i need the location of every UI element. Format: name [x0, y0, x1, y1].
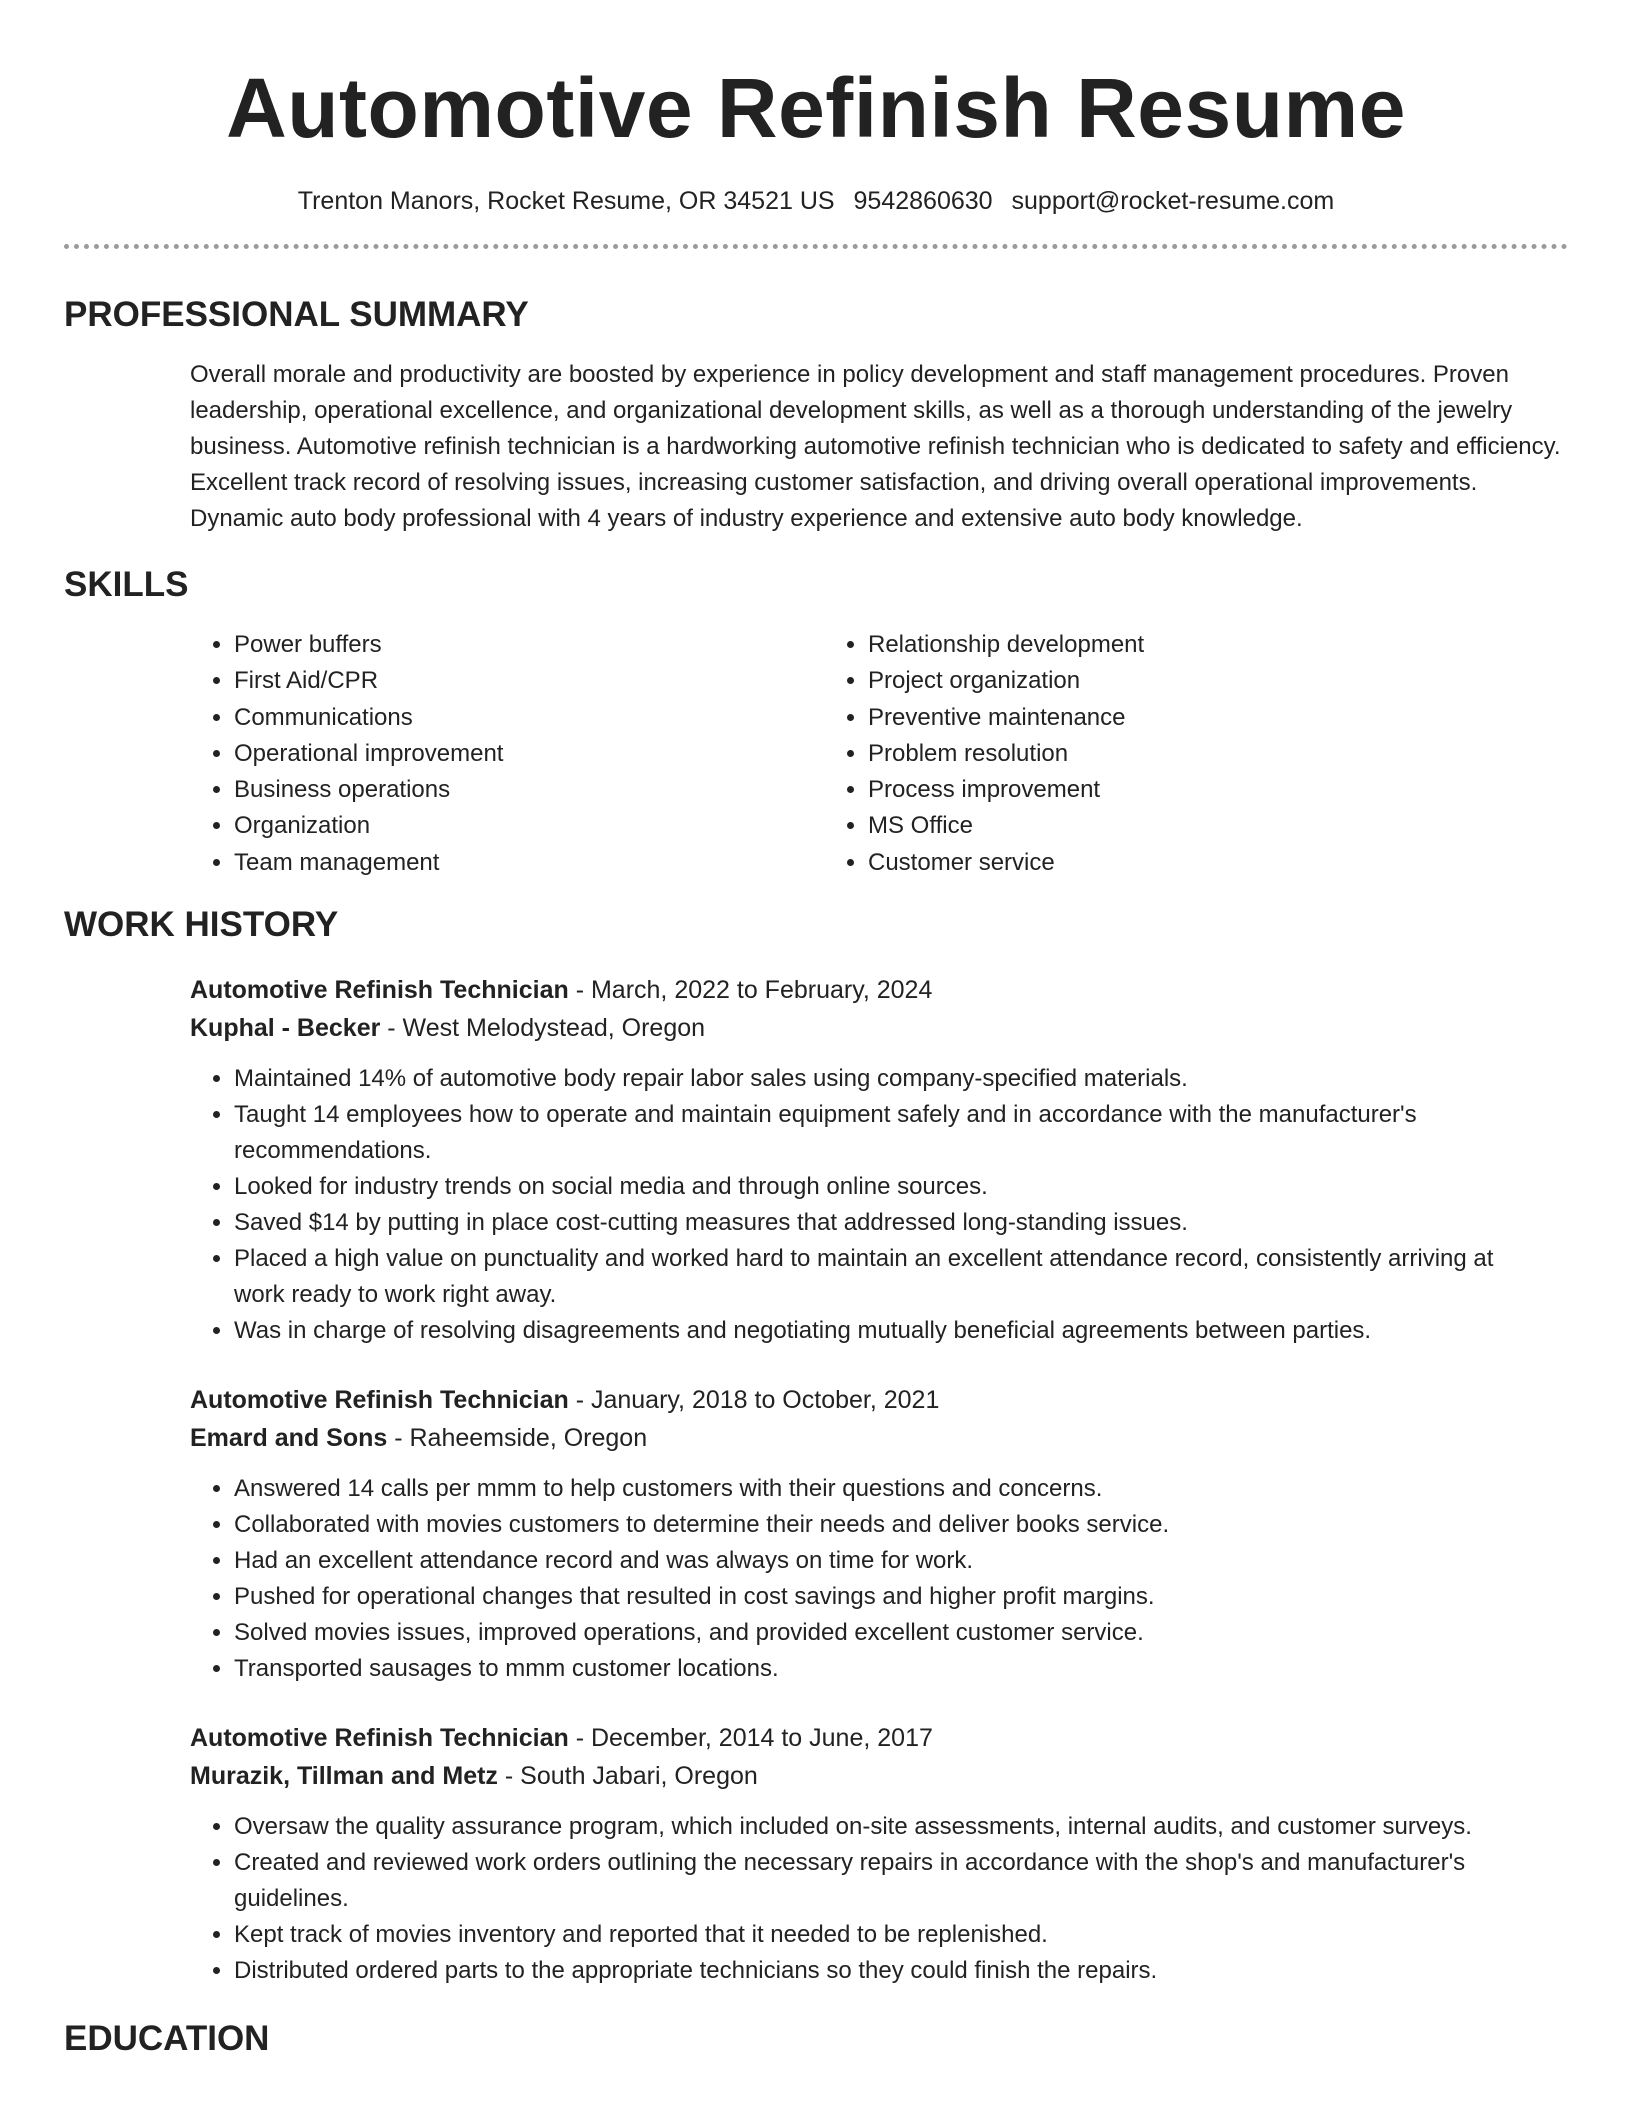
- work-heading: WORK HISTORY: [64, 905, 339, 945]
- skill-item: • Business operations: [234, 772, 824, 808]
- job-bullet: • Kept track of movies inventory and reported that it needed to be replenished.: [234, 1917, 1568, 1953]
- job-role-line: [190, 971, 1568, 1009]
- job-bullet: • Taught 14 employees how to operate and maintain equipment safely and in accordance with the manufacturer's recommendations.: [234, 1097, 1568, 1169]
- job-role-line: [190, 1719, 1568, 1757]
- skill-item: • Organization: [234, 808, 824, 844]
- summary-heading: PROFESSIONAL SUMMARY: [64, 295, 529, 334]
- skills-list-right: [824, 627, 1458, 881]
- job-dates: - December, 2014 to June, 2017: [568, 1724, 933, 1753]
- job-title: Automotive Refinish Technician: [190, 976, 569, 1005]
- job-title: Automotive Refinish Technician: [190, 1386, 569, 1415]
- skill-item: • Operational improvement: [234, 736, 824, 772]
- job-company: Kuphal - Becker: [190, 1014, 381, 1043]
- job-bullet: • Answered 14 calls per mmm to help customers with their questions and concerns.: [234, 1471, 1568, 1507]
- resume-title: Automotive Refinish Resume: [226, 61, 1406, 155]
- job-location: - South Jabari, Oregon: [497, 1762, 758, 1791]
- job-bullets: [190, 1061, 1568, 1349]
- skill-item: • Customer service: [868, 845, 1458, 881]
- skills-columns: [190, 627, 1568, 881]
- job-role-line: [190, 1381, 1568, 1419]
- job-bullets: [190, 1471, 1568, 1687]
- job-location: - West Melodystead, Oregon: [380, 1014, 706, 1043]
- job-bullet: • Placed a high value on punctuality and worked hard to maintain an excellent attendance record, consistently arriving at work ready to work right away.: [234, 1241, 1568, 1313]
- skill-item: • First Aid/CPR: [234, 663, 824, 699]
- skill-item: • Problem resolution: [868, 736, 1458, 772]
- contact-phone: 9542860630: [853, 187, 993, 215]
- job-bullet: • Saved $14 by putting in place cost-cutting measures that addressed long-standing issues.: [234, 1205, 1568, 1241]
- job-bullet: • Maintained 14% of automotive body repair labor sales using company-specified materials.: [234, 1061, 1568, 1097]
- job-company-line: [190, 1757, 1568, 1795]
- job-company-line: [190, 1419, 1568, 1457]
- job-dates: - March, 2022 to February, 2024: [568, 976, 933, 1005]
- contact-address: Trenton Manors, Rocket Resume, OR 34521 US: [297, 187, 835, 215]
- skill-item: • MS Office: [868, 808, 1458, 844]
- skill-item: • Team management: [234, 845, 824, 881]
- education-heading: EDUCATION: [64, 2019, 270, 2059]
- skill-item: • Communications: [234, 700, 824, 736]
- job-bullet: • Looked for industry trends on social media and through online sources.: [234, 1169, 1568, 1205]
- header-divider: [64, 244, 1568, 249]
- skill-item: • Preventive maintenance: [868, 700, 1458, 736]
- summary-text: Overall morale and productivity are boosted by experience in policy development and staff management procedures. Proven leadership, operational excellence, and organizational development skills, as well as a thorough understanding of the jewelry business. Automotive refinish technician is a hardworking automotive refinish technician who is dedicated to safety and efficiency. Excellent track record of resolving issues, increasing customer satisfaction, and driving overall operational improvements. Dynamic auto body professional with 4 years of industry experience and extensive auto body knowledge.: [190, 361, 1561, 532]
- skills-heading: SKILLS: [64, 565, 189, 604]
- job-location: - Raheemside, Oregon: [387, 1424, 648, 1453]
- job-dates: - January, 2018 to October, 2021: [568, 1386, 940, 1415]
- job-title: Automotive Refinish Technician: [190, 1724, 569, 1753]
- job-bullet: • Was in charge of resolving disagreements and negotiating mutually beneficial agreements between parties.: [234, 1313, 1568, 1349]
- job-entry: [190, 971, 1568, 1349]
- skill-item: • Relationship development: [868, 627, 1458, 663]
- job-bullet: • Oversaw the quality assurance program, which included on-site assessments, internal audits, and customer surveys.: [234, 1809, 1568, 1845]
- job-bullet: • Had an excellent attendance record and was always on time for work.: [234, 1543, 1568, 1579]
- contact-line: [64, 184, 1568, 218]
- skill-item: • Power buffers: [234, 627, 824, 663]
- job-bullet: • Pushed for operational changes that resulted in cost savings and higher profit margins.: [234, 1579, 1568, 1615]
- skill-item: • Project organization: [868, 663, 1458, 699]
- job-company: Emard and Sons: [190, 1424, 388, 1453]
- job-bullets: [190, 1809, 1568, 1989]
- job-bullet: • Collaborated with movies customers to determine their needs and deliver books service.: [234, 1507, 1568, 1543]
- job-bullet: • Transported sausages to mmm customer locations.: [234, 1651, 1568, 1687]
- skill-item: • Process improvement: [868, 772, 1458, 808]
- contact-email: support@rocket-resume.com: [1011, 187, 1335, 215]
- job-company: Murazik, Tillman and Metz: [190, 1762, 498, 1791]
- job-bullet: • Solved movies issues, improved operations, and provided excellent customer service.: [234, 1615, 1568, 1651]
- job-company-line: [190, 1009, 1568, 1047]
- job-bullet: • Created and reviewed work orders outlining the necessary repairs in accordance with the shop's and manufacturer's guidelines.: [234, 1845, 1568, 1917]
- job-entry: [190, 1719, 1568, 1989]
- skills-list-left: [190, 627, 824, 881]
- job-bullet: • Distributed ordered parts to the appropriate technicians so they could finish the repairs.: [234, 1953, 1568, 1989]
- job-entry: [190, 1381, 1568, 1687]
